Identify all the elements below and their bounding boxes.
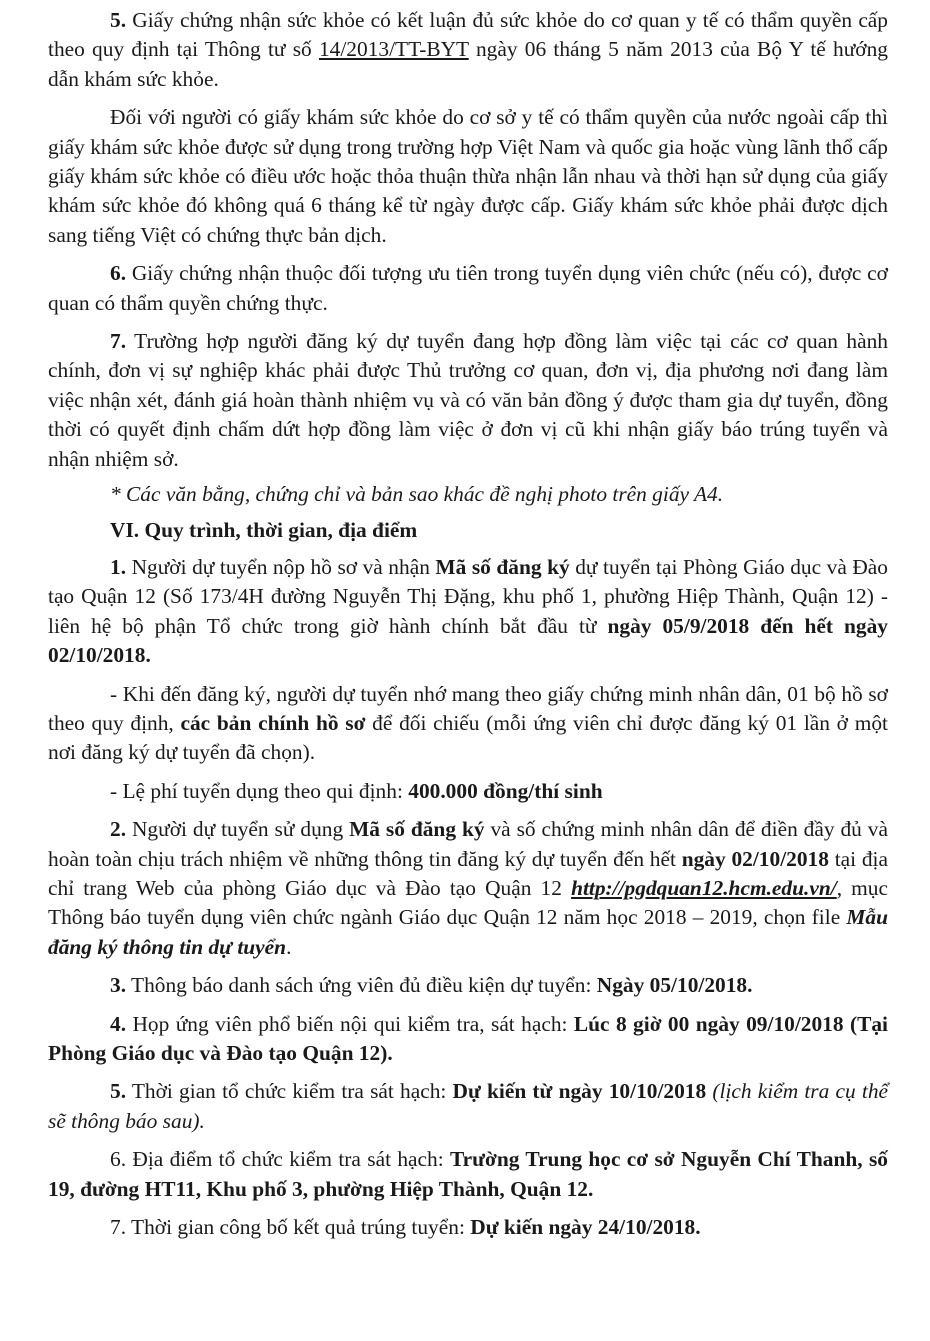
step4-text: Họp ứng viên phổ biến nội qui kiểm tra, sát hạch:	[126, 1011, 574, 1036]
item7-text: Trường hợp người đăng ký dự tuyển đang hợp đồng làm việc tại các cơ quan hành chính, đơn vị sự nghiệp khác phải được Thủ trưởng cơ quan, đơn vị, địa phương nơi đang làm việc nhận xét, đánh giá hoàn thành nhiệm vụ và có văn bản đồng ý được tham gia dự tuyển, đồng thời có quyết định chấm dứt hợp đồng làm việc ở đơn vị cũ khi nhận giấy báo trúng tuyển và nhận nhiệm sở.	[48, 329, 888, 471]
item6-number: 6.	[110, 261, 127, 286]
item6-priority	[48, 259, 888, 318]
registration-form-name: Mẫu đăng ký thông tin dự tuyển	[48, 905, 888, 959]
step5-number: 5.	[110, 1079, 127, 1104]
step2-text-b: và số chứng minh nhân dân để điền đầy đủ và hoàn toàn chịu trách nhiệm về những thông tin đăng ký dự tuyển đến hết	[48, 817, 888, 871]
bring-text-a: - Khi đến đăng ký, người dự tuyển nhớ mang theo giấy chứng minh nhân dân, 01 bộ hồ sơ theo quy định,	[48, 681, 888, 735]
item7-number: 7.	[110, 329, 127, 354]
step2-online-registration	[48, 815, 888, 962]
item6-text: Giấy chứng nhận thuộc đối tượng ưu tiên trong tuyển dụng viên chức (nếu có), được cơ quan có thẩm quyền chứng thực.	[48, 261, 888, 315]
step1-date-range: ngày 05/9/2018 đến hết ngày 02/10/2018.	[48, 613, 888, 668]
step6-exam-location	[48, 1145, 888, 1204]
step2-text-a: Người dự tuyển sử dụng	[126, 817, 350, 842]
step3-date: Ngày 05/10/2018.	[596, 973, 753, 998]
bring-text-b: để đối chiếu (mỗi ứng viên chỉ được đăng ký 01 lần ở một nơi đăng ký dự tuyển đã chọn).	[48, 710, 888, 765]
step7-date: Dự kiến ngày 24/10/2018.	[470, 1215, 701, 1240]
item5-number: 5.	[110, 8, 127, 32]
step1-bring-documents	[48, 680, 888, 768]
fee-label: - Lệ phí tuyển dụng theo qui định:	[110, 778, 409, 803]
step5-note: (lịch kiểm tra cụ thể sẽ thông báo sau).	[48, 1079, 889, 1133]
circular-reference: 14/2013/TT-BYT	[318, 37, 469, 62]
step1-fee	[48, 777, 888, 806]
step2-text-e: .	[286, 934, 292, 959]
step1-number: 1.	[110, 554, 127, 579]
step1-text-b: dự tuyển tại Phòng Giáo dục và Đào tạo Quận 12 (Số 173/4H đường Nguyễn Thị Đặng, khu phố 1, phường Hiệp Thành, Quận 12) - liên hệ bộ phận Tổ chức trong giờ hành chính bắt đầu từ	[48, 554, 888, 638]
step5-date: Dự kiến từ ngày 10/10/2018	[452, 1079, 707, 1104]
step4-briefing	[48, 1010, 888, 1069]
item5-health-certificate	[48, 6, 888, 94]
step3-text: Thông báo danh sách ứng viên đủ điều kiện dự tuyển:	[126, 973, 597, 998]
step2-deadline: ngày 02/10/2018	[681, 846, 829, 871]
section-heading: VI. Quy trình, thời gian, địa điểm	[110, 517, 418, 542]
website-link[interactable]: http://pgdquan12.hcm.edu.vn/	[571, 875, 837, 900]
original-documents: các bản chính hồ sơ	[180, 710, 366, 735]
step1-submit	[48, 553, 888, 671]
copies-note: * Các văn bằng, chứng chỉ và bản sao khác đề nghị photo trên giấy A4.	[110, 482, 724, 507]
step3-number: 3.	[110, 973, 127, 998]
step6-text: 6. Địa điểm tổ chức kiểm tra sát hạch:	[110, 1147, 450, 1172]
step2-text-d: , mục Thông báo tuyển dụng viên chức ngành Giáo dục Quận 12 năm học 2018 – 2019, chọn file	[48, 875, 888, 930]
item7-contract	[48, 327, 888, 474]
registration-code-label: Mã số đăng ký	[435, 554, 570, 579]
step4-number: 4.	[110, 1011, 127, 1036]
step2-text-c: tại địa chỉ trang Web của phòng Giáo dục và Đào tạo Quận 12	[48, 846, 888, 900]
foreign-health-paragraph: Đối với người có giấy khám sức khỏe do cơ sở y tế có thẩm quyền của nước ngoài cấp thì giấy khám sức khỏe được sử dụng trong trường hợp Việt Nam và quốc gia hoặc vùng lãnh thổ cấp giấy khám sức khỏe có điều ước hoặc thỏa thuận thừa nhận lẫn nhau và thời hạn sử dụng của giấy khám sức khỏe đó không quá 6 tháng kể từ ngày được cấp. Giấy khám sức khỏe phải được dịch sang tiếng Việt có chứng thực bản dịch.	[48, 105, 888, 247]
step1-text-a: Người dự tuyển nộp hồ sơ và nhận	[126, 554, 436, 579]
step4-time-place: Lúc 8 giờ 00 ngày 09/10/2018 (Tại Phòng Giáo dục và Đào tạo Quận 12).	[48, 1011, 888, 1065]
item5-text-b: ngày 06 tháng 5 năm 2013 của Bộ Y tế hướng dẫn khám sức khỏe.	[48, 37, 888, 91]
step5-exam-time	[48, 1077, 888, 1136]
step3-candidate-list	[48, 971, 888, 1000]
step5-text: Thời gian tổ chức kiểm tra sát hạch:	[126, 1079, 453, 1104]
step2-number: 2.	[110, 817, 127, 842]
step7-text: 7. Thời gian công bố kết quả trúng tuyển:	[110, 1215, 471, 1240]
item5-text-a: Giấy chứng nhận sức khỏe có kết luận đủ sức khỏe do cơ quan y tế có thẩm quyền cấp theo quy định tại Thông tư số	[48, 8, 888, 62]
registration-code-label-2: Mã số đăng ký	[349, 817, 485, 842]
fee-amount: 400.000 đồng/thí sinh	[408, 778, 603, 803]
step6-location: Trường Trung học cơ sở Nguyễn Chí Thanh, số 19, đường HT11, Khu phố 3, phường Hiệp Thành, Quận 12.	[48, 1147, 888, 1201]
step7-results	[48, 1213, 888, 1242]
